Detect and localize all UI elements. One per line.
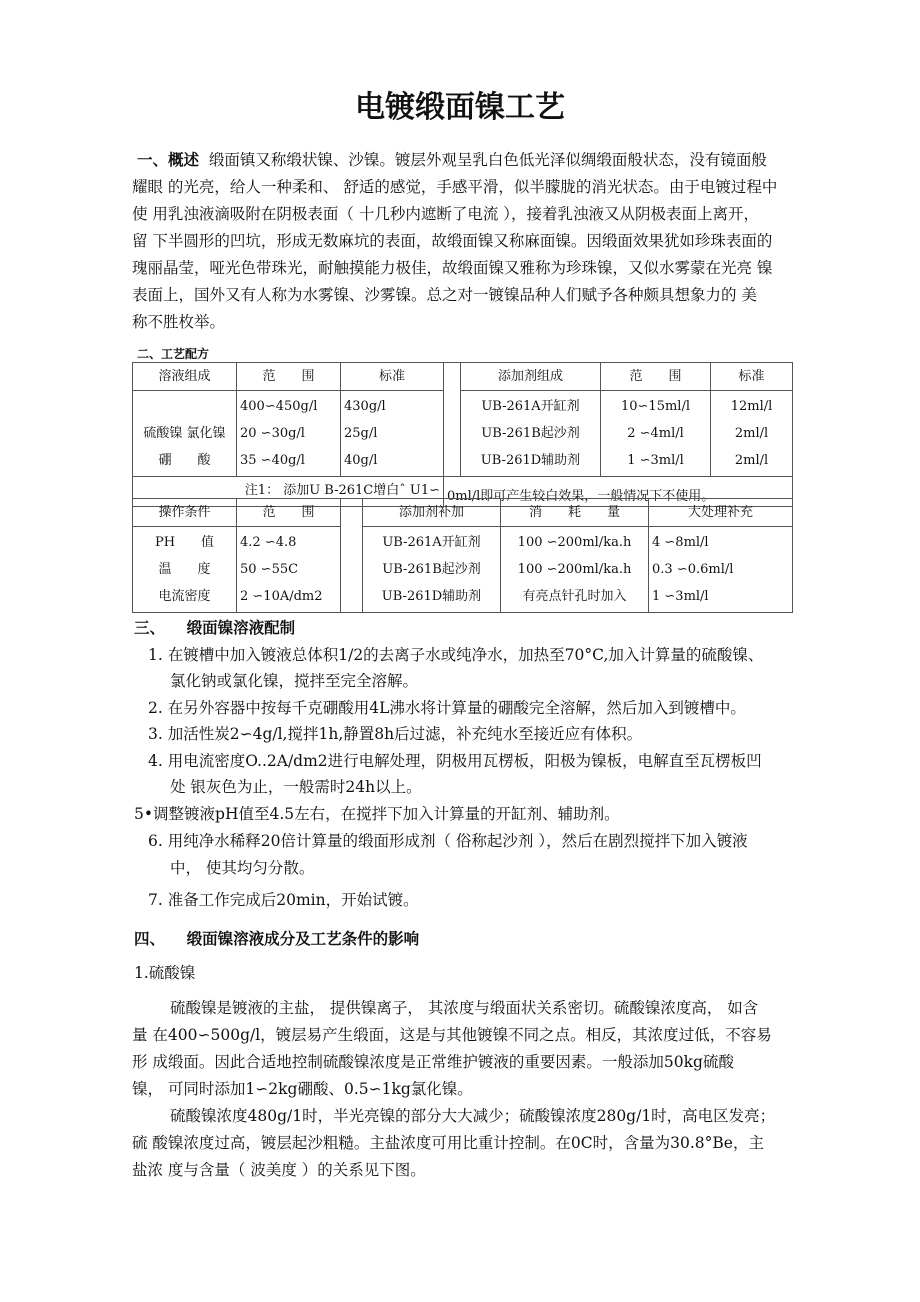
page-title: 电镀缎面镍工艺 — [355, 90, 565, 125]
step-text: 调整镀液pH值至4.5左右，在搅拌下加入计算量的开缸剂、辅助剂。 — [153, 805, 620, 823]
cell: 2 ∽4ml/l — [627, 426, 684, 441]
influence-line: 镍， 可同时添加1∽2kg硼酸、0.5∽1kg氯化镍。 — [132, 1080, 473, 1098]
cell: 4 ∽8ml/l — [652, 535, 709, 550]
header-cell: 标准 — [341, 363, 444, 391]
influence-line: 硫酸镍是镀液的主盐， 提供镍离子， 其浓度与缎面状关系密切。硫酸镍浓度高， 如含 — [170, 999, 759, 1017]
overview-line-1: 耀眼 的光亮，给人一种柔和、 舒适的感觉，手感平滑，似半朦胧的消光状态。由于电镀过程中 — [132, 178, 778, 196]
cell: 1 ∽3ml/l — [652, 589, 709, 604]
step-text: 在镀槽中加入镀液总体积1/2的去离子水或纯净水，加热至70°C,加入计算量的硫酸镍、 — [167, 646, 764, 664]
step-6 — [148, 829, 748, 851]
cell: 40g/l — [344, 453, 378, 468]
cell: UB-261A开缸剂 — [481, 399, 580, 414]
overview-line-0 — [137, 148, 767, 170]
formula-heading: 二、工艺配方 — [137, 347, 210, 361]
header-cell: 溶液组成 — [133, 363, 237, 391]
overview-line-3: 留 下半圆形的凹坑，形成无数麻坑的表面，故缎面镍又称麻面镍。因缎面效果犹如珍珠表面的 — [132, 232, 773, 250]
header-cell: 操作条件 — [133, 499, 237, 527]
formula-table — [132, 362, 793, 507]
note-right: 0ml/l即可产生较白效果，一般情况下不使用。 — [444, 477, 793, 507]
step-4-cont: 处 银灰色为止，一般需时24h以上。 — [170, 778, 422, 796]
influence-line: 形 成缎面。因此合适地控制硫酸镍浓度是正常维护镀液的重要因素。一般添加50kg硫酸 — [132, 1053, 734, 1071]
cell: 430g/l — [344, 399, 386, 414]
overview-line-4: 瑰丽晶莹，哑光色带珠光，耐触摸能力极佳，故缎面镍又雅称为珍珠镍，又似水雾蒙在光亮 镍 — [132, 259, 773, 277]
step-number: 7. — [148, 891, 163, 909]
step-number: 3. — [148, 725, 163, 743]
overview-line-5: 表面上，国外又有人称为水雾镍、沙雾镍。总之对一镀镍品种人们赋予各种颇具想象力的 美 — [132, 286, 757, 304]
cell: 电流密度 — [158, 589, 211, 604]
cell: 2ml/l — [734, 453, 769, 468]
step-text: 用纯净水稀释20倍计算量的缎面形成剂（ 俗称起沙剂 ），然后在剧烈搅拌下加入镀液 — [167, 832, 748, 850]
cell: UB-261B起沙剂 — [382, 562, 481, 577]
overview-text: 缎面镇又称缎状镍、沙镍。镀层外观呈乳白色低光泽似绸缎面般状态，没有镜面般 — [208, 151, 767, 169]
header-cell: 添加剂补加 — [363, 499, 501, 527]
step-5 — [134, 802, 620, 824]
cell: 4.2 ∽4.8 — [240, 535, 297, 550]
header-cell: 大处理补充 — [649, 499, 793, 527]
header-cell: 范 围 — [237, 363, 341, 391]
cell: 有亮点针孔时加入 — [522, 589, 627, 604]
preparation-heading: 三、 缎面镍溶液配制 — [134, 619, 296, 637]
cell: UB-261D辅助剂 — [480, 453, 581, 468]
header-cell: 范 围 — [601, 363, 711, 391]
cell: 12ml/l — [730, 399, 773, 414]
header-cell: 标准 — [711, 363, 793, 391]
step-2 — [148, 696, 746, 718]
cell: 1 ∽3ml/l — [627, 453, 684, 468]
cell: UB-261D辅助剂 — [381, 589, 482, 604]
note-left: 注1： 添加U B-261C增白ˆ U1∽ — [133, 477, 444, 507]
cell: UB-261A开缸剂 — [382, 535, 481, 550]
influence-line: 硫 酸镍浓度过高，镀层起沙粗糙。主盐浓度可用比重计控制。在0C时，含量为30.8°Be，主 — [132, 1134, 764, 1152]
cell: 0.3 ∽0.6ml/l — [652, 562, 734, 577]
step-1 — [148, 643, 763, 665]
step-text: 在另外容器中按每千克硼酸用4L沸水将计算量的硼酸完全溶解，然后加入到镀槽中。 — [167, 699, 746, 717]
overview-line-2: 使 用乳浊液滴吸附在阴极表面（ 十几秒内遮断了电流 ），接着乳浊液又从阴极表面上离开， — [132, 205, 760, 223]
step-number: 1. — [148, 646, 163, 664]
step-4 — [148, 749, 762, 771]
cell: 100 ∽200ml/ka.h — [517, 535, 632, 550]
step-text: 加活性炭2∽4g/l,搅拌1h,静置8h后过滤，补充纯水至接近应有体积。 — [167, 725, 643, 743]
cell: 温 度 — [158, 562, 211, 577]
step-number: 2. — [148, 699, 163, 717]
influence-heading: 四、 缎面镍溶液成分及工艺条件的影响 — [134, 930, 420, 948]
cell: 20 ∽30g/l — [240, 426, 305, 441]
cell: 2 ∽10A/dm2 — [240, 589, 323, 604]
cell: 硼 酸 — [158, 453, 211, 468]
overview-line-6: 称不胜枚举。 — [132, 313, 226, 331]
step-1-cont: 氯化钠或氯化镍，搅拌至完全溶解。 — [170, 672, 419, 690]
cell: 400∽450g/l — [240, 399, 318, 414]
cell: 35 ∽40g/l — [240, 453, 305, 468]
step-3 — [148, 722, 642, 744]
step-number: 4. — [148, 752, 163, 770]
cell: 2ml/l — [734, 426, 769, 441]
overview-heading: 一、概述 — [137, 151, 200, 169]
header-cell: 添加剂组成 — [461, 363, 601, 391]
cell: 25g/l — [344, 426, 378, 441]
cell: UB-261B起沙剂 — [481, 426, 580, 441]
cell: 100 ∽200ml/ka.h — [517, 562, 632, 577]
step-text: 用电流密度O..2A/dm2进行电解处理，阴极用瓦楞板，阳极为镍板，电解直至瓦楞板凹 — [167, 752, 762, 770]
header-cell: 消 耗 量 — [501, 499, 649, 527]
influence-line: 盐浓 度与含量（ 波美度 ）的关系见下图。 — [132, 1161, 426, 1179]
conditions-table — [132, 498, 793, 613]
step-6-cont: 中， 使其均匀分散。 — [170, 859, 315, 877]
header-cell: 范 围 — [237, 499, 341, 527]
influence-line: 硫酸镍浓度480g/1时，半光亮镍的部分大大减少；硫酸镍浓度280g/1时，高电区发亮； — [170, 1107, 776, 1125]
influence-line: 量 在400∽500g/l，镀层易产生缎面，这是与其他镀镍不同之点。相反，其浓度过低，不容易 — [132, 1026, 772, 1044]
cell: 硫酸镍 氯化镍 — [143, 426, 226, 441]
influence-subheading: 1.硫酸镍 — [134, 964, 196, 982]
step-number: 5• — [134, 805, 154, 823]
step-number: 6. — [148, 832, 163, 850]
step-7 — [148, 888, 419, 910]
cell: 10∽15ml/l — [621, 399, 690, 414]
step-text: 准备工作完成后20min，开始试镀。 — [167, 891, 419, 909]
cell: PH 值 — [154, 535, 215, 550]
cell: 50 ∽55C — [240, 562, 299, 577]
